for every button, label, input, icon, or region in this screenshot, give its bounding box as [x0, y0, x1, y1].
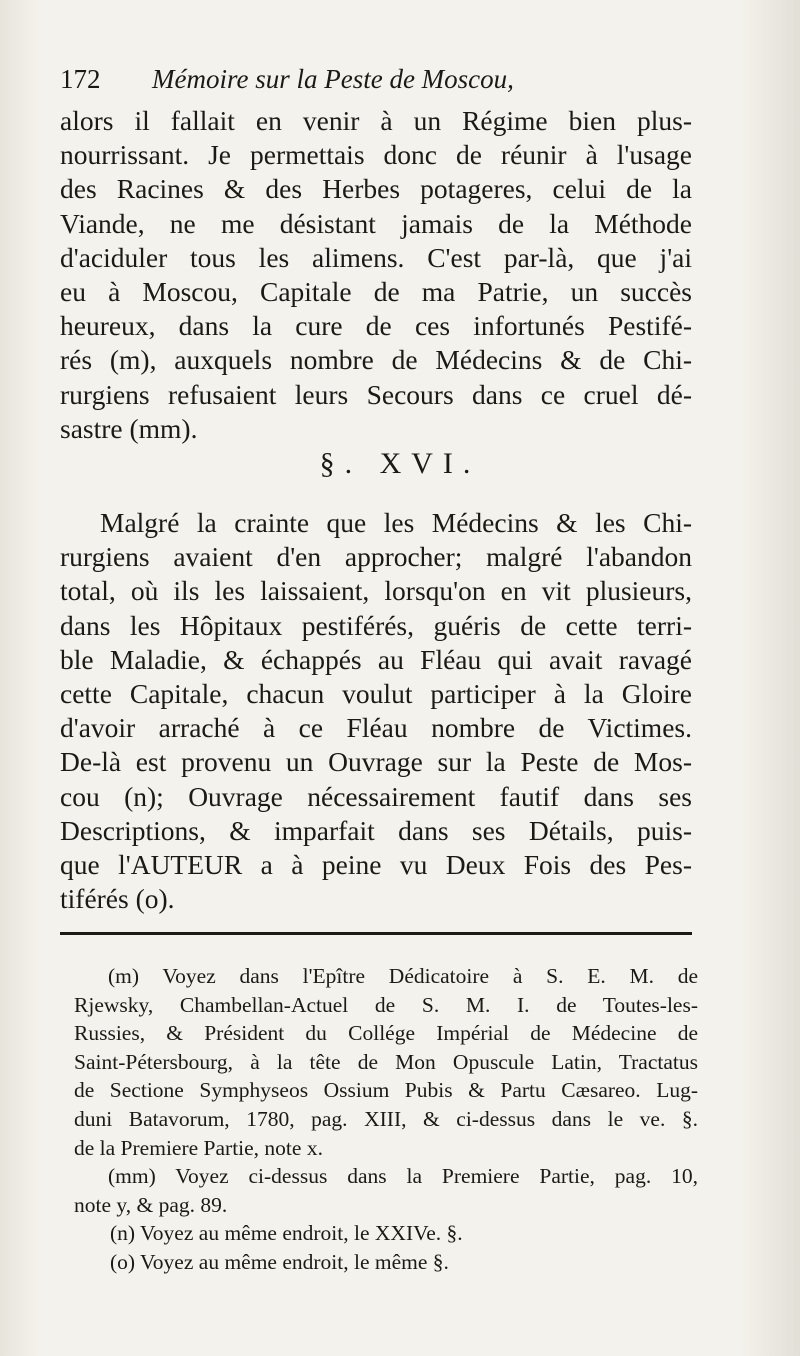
- text-line: heureux, dans la cure de ces infortunés Pestifé-: [60, 310, 692, 342]
- footnote-line: (mm) Voyez ci-dessus dans la Premiere Partie, pag. 10,: [108, 1164, 698, 1189]
- text-line: d'aciduler tous les alimens. C'est par-là, que j'ai: [60, 241, 692, 273]
- text-line: Malgré la crainte que les Médecins & les Chi-: [100, 507, 692, 538]
- text-line: sastre (mm).: [60, 412, 198, 444]
- text-line: rés (m), auxquels nombre de Médecins & de Chi-: [60, 344, 692, 376]
- running-title: Mémoire sur la Peste de Moscou,: [152, 64, 514, 94]
- footnote-rule: [60, 932, 692, 935]
- text-line: d'avoir arraché à ce Fléau nombre de Victimes.: [60, 712, 692, 744]
- paragraph-2: [60, 506, 692, 916]
- text-line: cette Capitale, chacun voulut participer à la Gloire: [60, 677, 692, 709]
- text-line: Viande, ne me désistant jamais de la Méthode: [60, 207, 692, 239]
- footnote-line: Russies, & Président du Collége Impérial de Médecine de: [74, 1021, 698, 1046]
- footnote-line: Saint-Pétersbourg, à la tête de Mon Opuscule Latin, Tractatus: [74, 1049, 698, 1074]
- footnote-line: (n) Voyez au même endroit, le XXIVe. §.: [110, 1221, 463, 1246]
- section-heading: §. XVI.: [319, 447, 481, 480]
- footnotes: [74, 962, 698, 1277]
- text-line: tiférés (o).: [60, 883, 175, 915]
- text-line: cou (n); Ouvrage nécessairement fautif dans ses: [60, 780, 692, 812]
- text-line: nourrissant. Je permettais donc de réunir à l'usage: [60, 139, 692, 171]
- text-line: total, où ils les laissaient, lorsqu'on en vit plusieurs,: [60, 575, 692, 607]
- text-line: que l'AUTEUR a à peine vu Deux Fois des Pes-: [60, 848, 692, 880]
- text-line: alors il fallait en venir à un Régime bien plus-: [60, 105, 692, 136]
- page-header: [60, 62, 720, 96]
- footnote-line: note y, & pag. 89.: [74, 1192, 228, 1217]
- footnote-line: duni Batavorum, 1780, pag. XIII, & ci-dessus dans le ve. §.: [74, 1106, 698, 1131]
- text-line: ble Maladie, & échappés au Fléau qui avait ravagé: [60, 643, 692, 675]
- text-line: des Racines & des Herbes potageres, celui de la: [60, 173, 692, 205]
- text-line: rurgiens refusaient leurs Secours dans ce cruel dé-: [60, 378, 692, 410]
- footnote-line: (o) Voyez au même endroit, le même §.: [110, 1249, 449, 1274]
- text-line: De-là est provenu un Ouvrage sur la Peste de Mos-: [60, 746, 692, 778]
- text-line: dans les Hôpitaux pestiférés, guéris de cette terri-: [60, 609, 692, 641]
- text-line: eu à Moscou, Capitale de ma Patrie, un succès: [60, 275, 692, 307]
- footnote-line: Rjewsky, Chambellan-Actuel de S. M. I. de Toutes-les-: [74, 992, 698, 1017]
- text-line: Descriptions, & imparfait dans ses Détails, puis-: [60, 814, 692, 846]
- page-number: 172: [60, 64, 101, 94]
- text-line: rurgiens avaient d'en approcher; malgré l'abandon: [60, 541, 692, 573]
- footnote-line: de la Premiere Partie, note x.: [74, 1135, 323, 1160]
- paragraph-1: [60, 104, 692, 446]
- footnote-line: de Sectione Symphyseos Ossium Pubis & Partu Cæsareo. Lug-: [74, 1078, 698, 1103]
- footnote-line: (m) Voyez dans l'Epître Dédicatoire à S. E. M. de: [108, 964, 698, 988]
